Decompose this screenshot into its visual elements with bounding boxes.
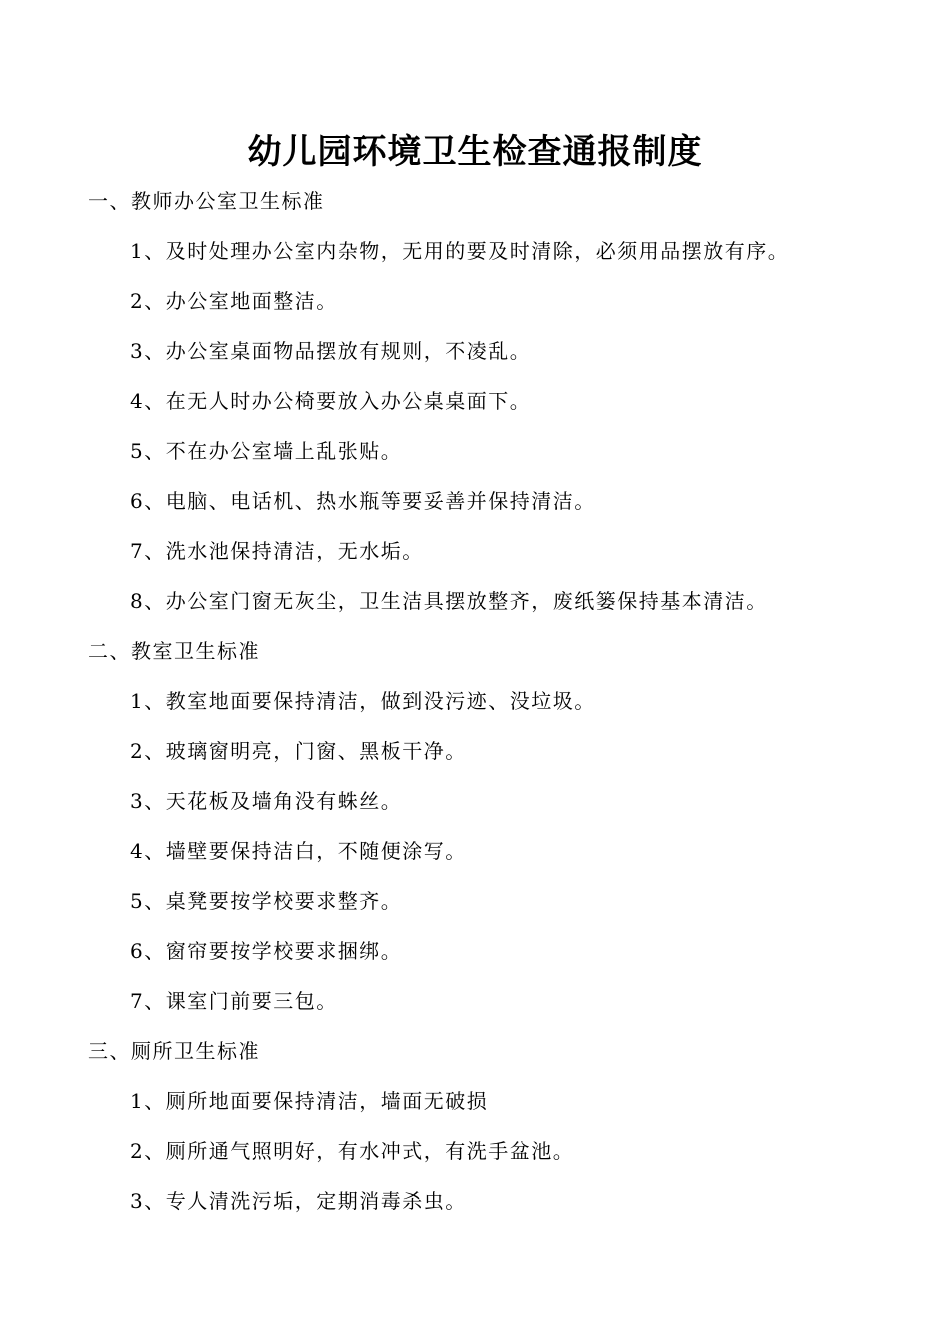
section-classroom — [88, 626, 888, 1026]
list-item: 3、专人清洗污垢，定期消毒杀虫。 — [130, 1189, 467, 1213]
list-item: 8、办公室门窗无灰尘，卫生洁具摆放整齐，废纸篓保持基本清洁。 — [130, 589, 768, 613]
list-item: 5、桌凳要按学校要求整齐。 — [130, 889, 403, 913]
list-item: 3、天花板及墙角没有蛛丝。 — [130, 789, 403, 813]
list-item: 1、及时处理办公室内杂物，无用的要及时清除，必须用品摆放有序。 — [130, 239, 790, 263]
list-item: 3、办公室桌面物品摆放有规则，不凌乱。 — [130, 339, 532, 363]
list-item: 4、墙壁要保持洁白，不随便涂写。 — [130, 839, 467, 863]
section-heading: 一、教师办公室卫生标准 — [88, 189, 325, 213]
section-office — [88, 176, 888, 626]
list-item: 2、厕所通气照明好，有水冲式，有洗手盆池。 — [130, 1139, 575, 1163]
section-heading: 三、厕所卫生标准 — [88, 1039, 260, 1063]
list-item: 2、办公室地面整洁。 — [130, 289, 338, 313]
list-item: 5、不在办公室墙上乱张贴。 — [130, 439, 403, 463]
list-item: 6、电脑、电话机、热水瓶等要妥善并保持清洁。 — [130, 489, 596, 513]
list-item: 1、教室地面要保持清洁，做到没污迹、没垃圾。 — [130, 689, 596, 713]
list-item: 7、课室门前要三包。 — [130, 989, 338, 1013]
document-title: 幼儿园环境卫生检查通报制度 — [247, 132, 703, 172]
list-item: 4、在无人时办公椅要放入办公桌桌面下。 — [130, 389, 532, 413]
list-item: 2、玻璃窗明亮，门窗、黑板干净。 — [130, 739, 467, 763]
list-item: 6、窗帘要按学校要求捆绑。 — [130, 939, 403, 963]
document-body — [88, 176, 888, 1226]
list-item: 7、洗水池保持清洁，无水垢。 — [130, 539, 424, 563]
list-item: 1、厕所地面要保持清洁，墙面无破损 — [130, 1089, 489, 1113]
section-heading: 二、教室卫生标准 — [88, 639, 260, 663]
section-toilet — [88, 1026, 888, 1226]
